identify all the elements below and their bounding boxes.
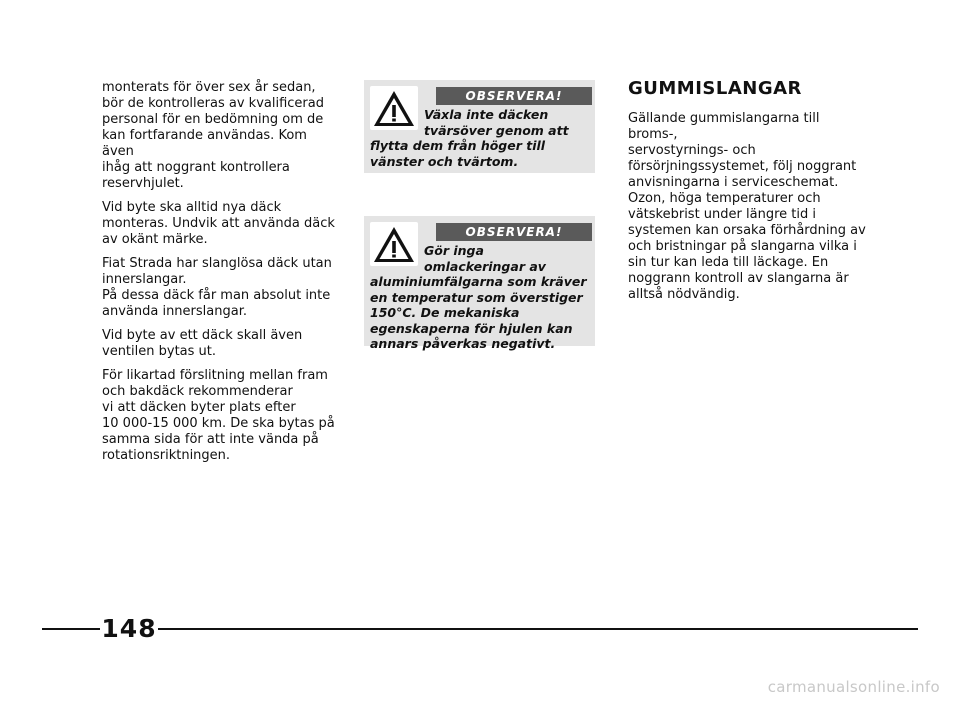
section-title: GUMMISLANGAR: [628, 78, 802, 99]
footer-rule-right: [158, 628, 918, 630]
paragraph: Vid byte ska alltid nya däck monteras. Undvik att använda däck av okänt märke.: [102, 200, 335, 247]
notice-text-content: Växla inte däcken tvärsöver genom att flytta dem från höger till vänster och tvärtom.: [370, 107, 569, 169]
notice-badge: OBSERVERA!: [436, 223, 592, 241]
paragraph: Fiat Strada har slanglösa däck utan innerslangar. På dessa däck får man absolut inte använda innerslangar.: [102, 256, 332, 319]
body-column-right: [628, 78, 868, 303]
paragraph: Vid byte av ett däck skall även ventilen bytas ut.: [102, 328, 303, 359]
notice-text: [370, 243, 589, 352]
watermark: carmanualsonline.info: [767, 678, 940, 696]
paragraph: monterats för över sex år sedan, bör de kontrolleras av kvalificerad personal för en bedömning om de kan fortfarande användas. Kom även ihåg att noggrant kontrollera reservhjulet.: [102, 80, 324, 191]
section-body: Gällande gummislangarna till broms-, servostyrnings- och försörjningssystemet, följ noggrant anvisningarna i serviceschemat. Ozon, höga temperaturer och vätskebrist under längre tid i systemen kan orsaka förhårdning av och bristningar på slangarna vilka i sin tur kan leda till läckage. En noggrann kontroll av slangarna är alltså nödvändig.: [628, 111, 866, 302]
footer-rule-left: [42, 628, 100, 630]
notice-text-content: Gör inga omlackeringar av aluminiumfälgarna som kräver en temperatur som överstiger 150°C. De mekaniska egenskaperna för hjulen kan annars påverkas negativt.: [370, 243, 587, 351]
notice-badge: OBSERVERA!: [436, 87, 592, 105]
warning-notice: [364, 216, 595, 351]
body-column-left: [102, 80, 342, 472]
page-number: 148: [101, 614, 157, 643]
notice-text: [370, 107, 589, 169]
paragraph: För likartad förslitning mellan fram och bakdäck rekommenderar vi att däcken byter plats efter 10 000-15 000 km. De ska bytas på samma sida för att inte vända på rotationsriktningen.: [102, 368, 335, 463]
warning-notice: [364, 80, 595, 173]
